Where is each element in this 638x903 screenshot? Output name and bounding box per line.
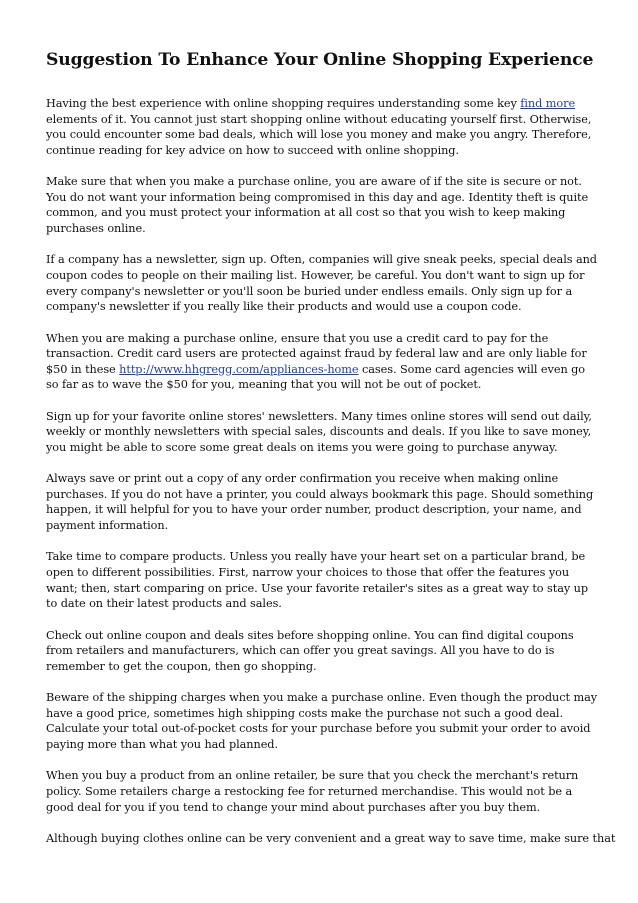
paragraph-text: Having the best experience with online shopping requires understanding some key	[46, 97, 521, 110]
document-page	[46, 49, 616, 847]
paragraph-text: cases. Some card agencies will even go so far as to wave the $50 for you, meaning that you will not be out of pocket.	[46, 362, 586, 392]
paragraph-newsletter: If a company has a newsletter, sign up. Often, companies will give sneak peeks, special deals and coupon codes to people on their mailing list. However, be careful. You don't want to sign up for every company's newsletter or you'll soon be buried under endless emails. Only sign up for a company's newsletter if you really like their products and would use a coupon code.	[46, 253, 597, 314]
paragraph-return-policy: When you buy a product from an online retailer, be sure that you check the merchant's return policy. Some retailers charge a restocking fee for returned merchandise. This would not be a good deal for you if you tend to change your mind about purchases after you buy them.	[46, 769, 579, 814]
paragraph-secure-site: Make sure that when you make a purchase online, you are aware of if the site is secure or not. You do not want your information being compromised in this day and age. Identity theft is quite common, and you must protect your information at all cost so that you wish to keep making purchases online.	[46, 175, 589, 235]
paragraph-clothes: Although buying clothes online can be very convenient and a great way to save time, make sure that	[46, 831, 616, 845]
paragraph-store-newsletters: Sign up for your favorite online stores' newsletters. Many times online stores will send out daily, weekly or monthly newsletters with special sales, discounts and deals. If you like to save money, you might be able to score some great deals on items you were going to purchase anyway.	[46, 409, 592, 454]
paragraph-coupon-sites: Check out online coupon and deals sites before shopping online. You can find digital coupons from retailers and manufacturers, which can offer you great savings. All you have to do is remember to get the coupon, then go shopping.	[46, 628, 574, 673]
page-title: Suggestion To Enhance Your Online Shopping Experience	[46, 50, 594, 70]
paragraph-order-confirmation: Always save or print out a copy of any order confirmation you receive when making online purchases. If you do not have a printer, you could always bookmark this page. Should something happen, it will helpful for you to have your order number, product description, your name, and payment information.	[46, 472, 594, 533]
find-more-link[interactable]: find more	[520, 97, 576, 110]
paragraph-shipping-charges: Beware of the shipping charges when you make a purchase online. Even though the product may have a good price, sometimes high shipping costs make the purchase not such a good deal. Calculate your total out-of-pocket costs for your purchase before you submit your order to avoid paying more than what you had planned.	[46, 691, 598, 751]
hhgregg-link[interactable]: http://www.hhgregg.com/appliances-home	[119, 362, 359, 376]
paragraph-credit-card	[46, 331, 598, 393]
paragraph-intro	[46, 96, 598, 158]
paragraph-text: When you are making a purchase online, ensure that you use a credit card to pay for the transaction. Credit card users are protected against fraud by federal law and are only liable for $50 in these	[46, 331, 587, 376]
paragraph-compare-products: Take time to compare products. Unless you really have your heart set on a particular brand, be open to different possibilities. First, narrow your choices to those that offer the features you want; then, start comparing on price. Use your favorite retailer's sites as a great way to stay up to date on their latest products and sales.	[46, 550, 589, 611]
paragraph-text: elements of it. You cannot just start shopping online without educating yourself first. Otherwise, you could encounter some bad deals, which will lose you money and make you angry. Therefore, continue reading for key advice on how to succeed with online shopping.	[46, 112, 592, 157]
